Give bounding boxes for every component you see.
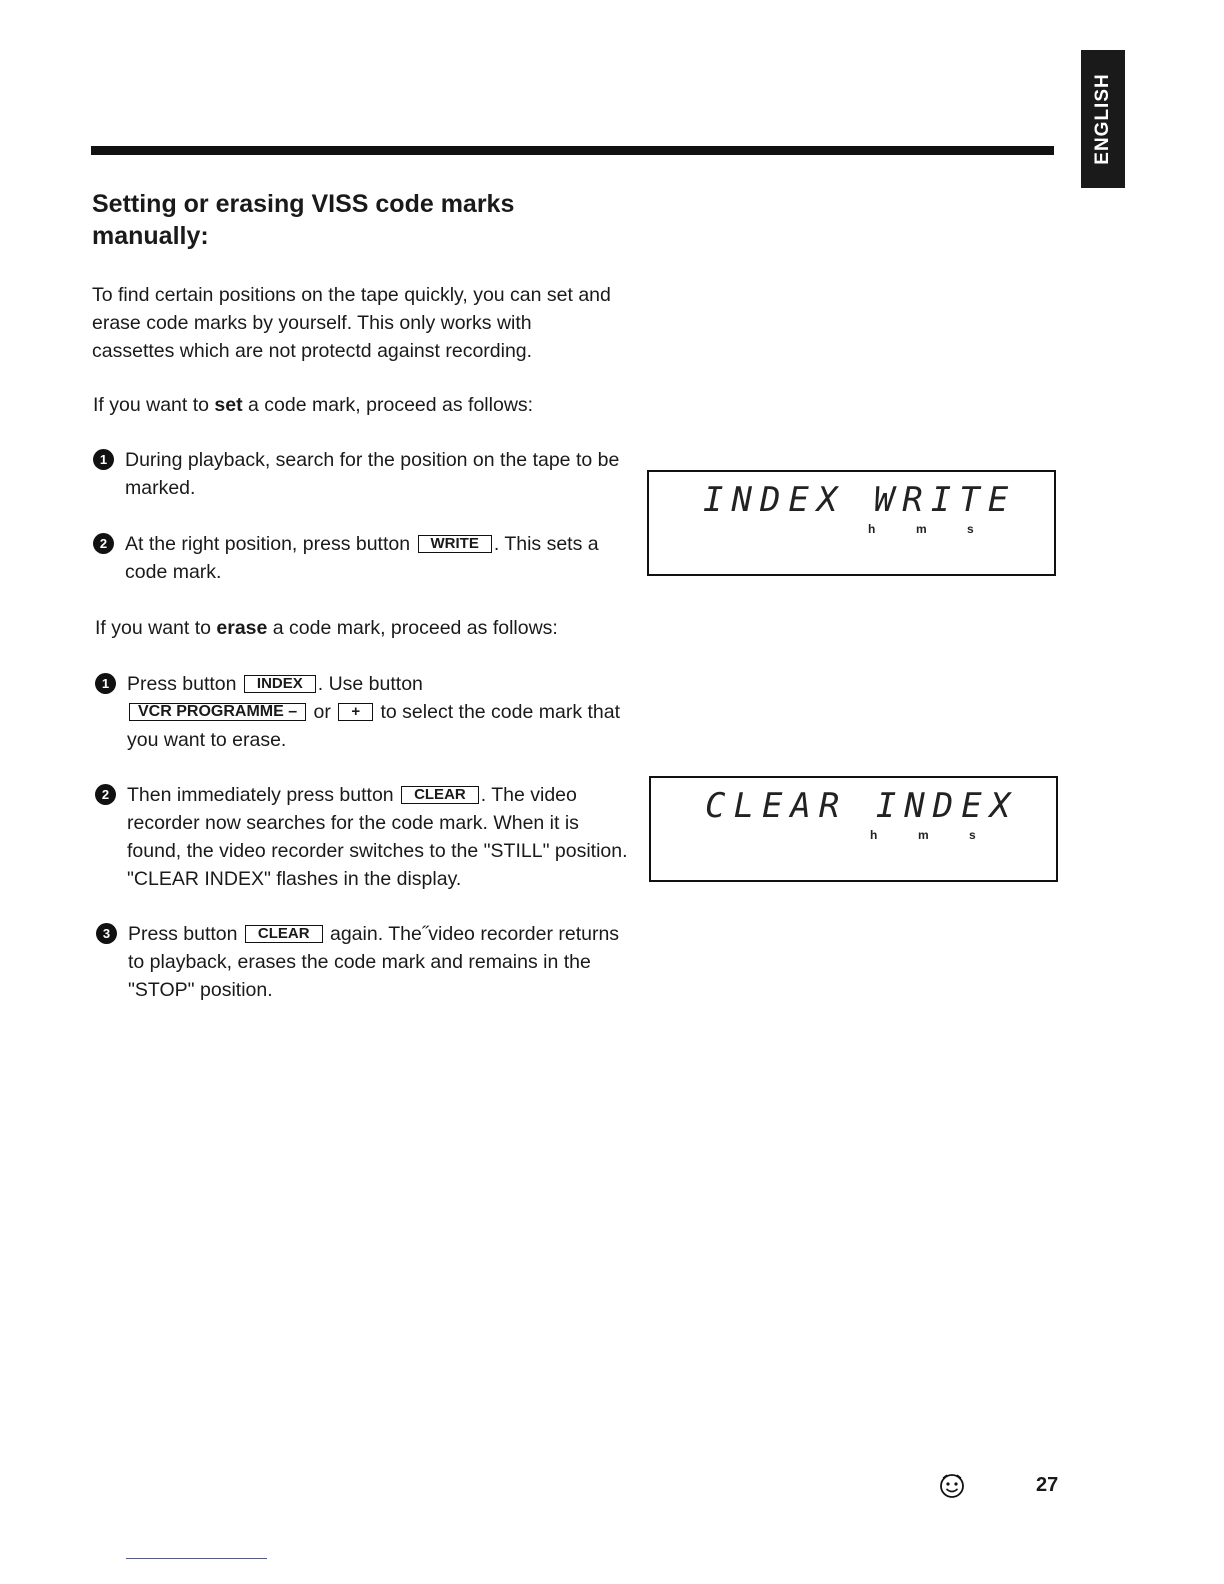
set-section-lead: If you want to set a code mark, proceed as follows: <box>93 394 534 416</box>
language-tab-label: ENGLISH <box>1092 73 1113 165</box>
index-button-label: INDEX <box>244 675 316 693</box>
set-step-1: 1 During playback, search for the position on the tape to be marked. <box>125 446 625 502</box>
vcr-programme-minus-button-label: VCR PROGRAMME – <box>129 703 306 721</box>
step-number-badge: 2 <box>95 784 116 805</box>
lcd-text: INDEX WRITE <box>703 480 1017 520</box>
smiley-face-icon <box>938 1472 966 1500</box>
step-number-badge: 2 <box>93 533 114 554</box>
intro-paragraph: To find certain positions on the tape quickly, you can set and erase code marks by yourself. This only works with cassettes which are not protectd against recording. <box>92 284 611 362</box>
step-number-badge: 1 <box>93 449 114 470</box>
page-number: 27 <box>1036 1474 1059 1496</box>
erase-step-2: 2 Then immediately press button CLEAR . The video recorder now searches for the code mark. When it is found, the video recorder switches to the "STILL" position. "CLEAR INDEX" flashes in the display. <box>127 781 637 893</box>
erase-step-3: 3 Press button CLEAR again. The˝video recorder returns to playback, erases the code mark and remains in the "STOP" position. <box>128 920 628 1004</box>
lcd-minutes-label: m <box>916 522 927 536</box>
clear-button-label: CLEAR <box>245 925 323 943</box>
language-tab <box>1081 50 1125 188</box>
step-number-badge: 1 <box>95 673 116 694</box>
lcd-hours-label: h <box>868 522 876 536</box>
erase-section-lead: If you want to erase a code mark, proceed as follows: <box>95 617 558 639</box>
page-title: Setting or erasing VISS code marks manually: <box>92 190 515 250</box>
write-button-label: WRITE <box>418 535 492 553</box>
lcd-minutes-label: m <box>918 828 929 842</box>
step-number-badge: 3 <box>96 923 117 944</box>
top-rule <box>91 146 1054 155</box>
lcd-seconds-label: s <box>967 522 974 536</box>
plus-button-label: + <box>338 703 373 721</box>
clear-button-label: CLEAR <box>401 786 479 804</box>
erase-step-1: 1 Press button INDEX . Use button VCR PROGRAMME – or + to select the code mark that you want to erase. <box>127 670 637 754</box>
set-step-2: 2 At the right position, press button WRITE . This sets a code mark. <box>125 530 635 586</box>
lcd-hours-label: h <box>870 828 878 842</box>
lcd-seconds-label: s <box>969 828 976 842</box>
lcd-text: CLEAR INDEX <box>705 786 1019 826</box>
footer-rule <box>126 1558 267 1559</box>
lcd-display-index-write <box>647 470 1056 576</box>
lcd-display-clear-index <box>649 776 1058 882</box>
